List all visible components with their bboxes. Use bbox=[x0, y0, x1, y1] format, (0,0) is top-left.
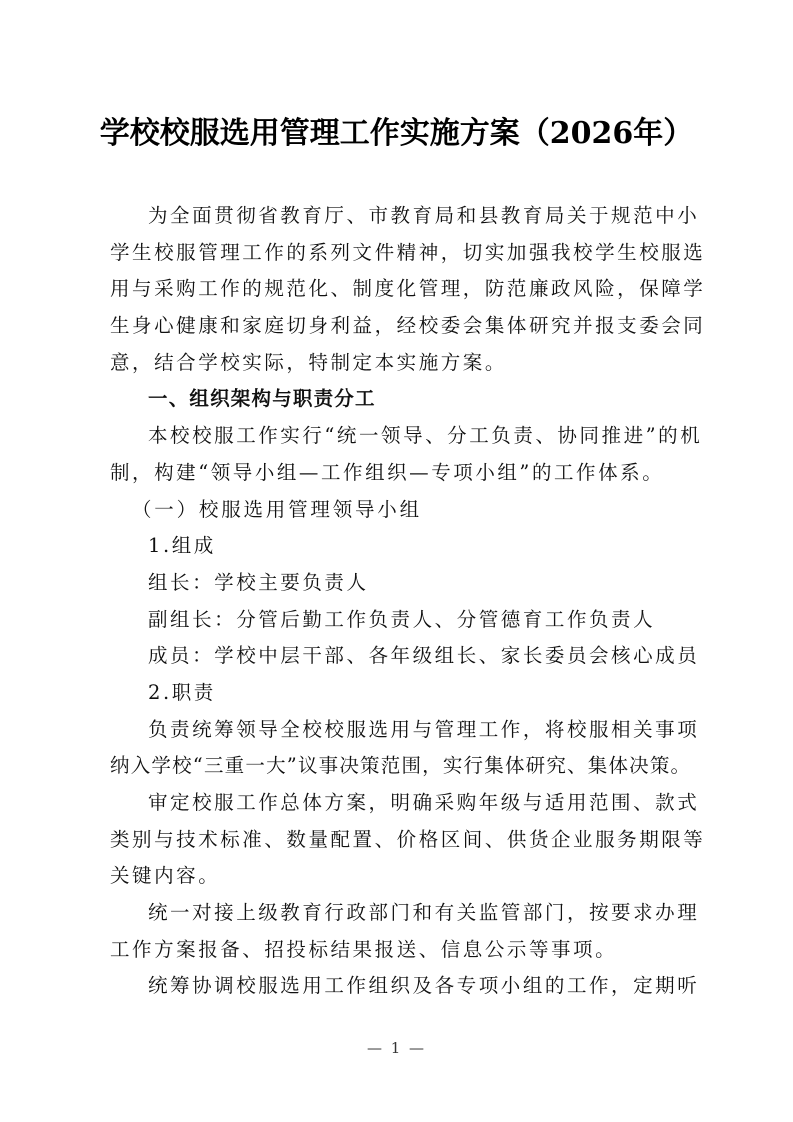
paragraph-duty-2-line-2: 类别与技术标准、数量配置、价格区间、供货企业服务期限等 bbox=[110, 827, 706, 851]
item-composition-label: 1.组成 bbox=[148, 534, 216, 558]
paragraph-duty-2-line-1: 审定校服工作总体方案，明确采购年级与适用范围、款式 bbox=[148, 791, 700, 814]
page-number: — 1 — bbox=[366, 1039, 427, 1057]
paragraph-intro-line-3: 用与采购工作的规范化、制度化管理，防范廉政风险，保障学 bbox=[110, 277, 706, 301]
document-body bbox=[110, 198, 706, 1005]
paragraph-duty-3-line-1: 统一对接上级教育行政部门和有关监管部门，按要求办理 bbox=[148, 901, 700, 925]
paragraph-intro-line-1: 为全面贯彻省教育厅、市教育局和县教育局关于规范中小 bbox=[148, 204, 700, 227]
paragraph-intro-line-5: 意，结合学校实际，特制定本实施方案。 bbox=[110, 350, 507, 374]
section-heading-1: 一、组织架构与职责分工 bbox=[148, 387, 376, 411]
item-deputy-leader: 副组长：分管后勤工作负责人、分管德育工作负责人 bbox=[148, 607, 656, 631]
item-group-leader: 组长：学校主要负责人 bbox=[148, 570, 369, 594]
paragraph-mechanism-line-2: 制，构建“领导小组—工作组织—专项小组”的工作体系。 bbox=[110, 460, 665, 484]
paragraph-duty-2-line-3: 关键内容。 bbox=[110, 864, 221, 888]
paragraph-mechanism-line-1: 本校校服工作实行“统一领导、分工负责、协同推进”的机 bbox=[148, 424, 703, 448]
subsection-heading-leading-group: （一）校服选用管理领导小组 bbox=[132, 497, 422, 521]
paragraph-duty-3-line-2: 工作方案报备、招投标结果报送、信息公示等事项。 bbox=[110, 937, 618, 961]
paragraph-duty-4-line-1: 统筹协调校服选用工作组织及各专项小组的工作，定期听 bbox=[148, 974, 700, 998]
item-duties-label: 2.职责 bbox=[148, 680, 216, 704]
paragraph-duty-1-line-2: 纳入学校“三重一大”议事决策范围，实行集体研究、集体决策。 bbox=[110, 754, 692, 778]
document-title: 学校校服选用管理工作实施方案（2026年） bbox=[99, 116, 694, 151]
paragraph-intro-line-4: 生身心健康和家庭切身利益，经校委会集体研究并报支委会同 bbox=[110, 314, 706, 338]
paragraph-intro-line-2: 学生校服管理工作的系列文件精神，切实加强我校学生校服选 bbox=[110, 240, 706, 264]
item-members: 成员：学校中层干部、各年级组长、家长委员会核心成员 bbox=[148, 644, 700, 668]
paragraph-duty-1-line-1: 负责统筹领导全校校服选用与管理工作，将校服相关事项 bbox=[148, 717, 700, 741]
